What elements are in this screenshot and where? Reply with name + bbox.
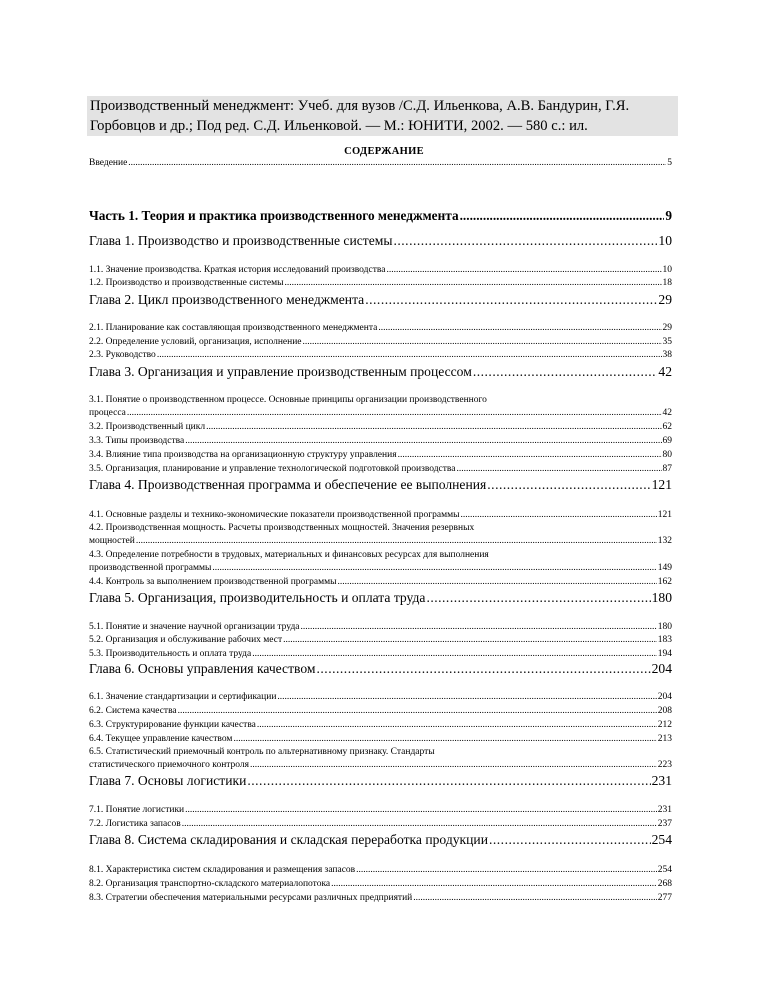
toc-section-4-4[interactable]: 4.4. Контроль за выполнением производственной программы ..... 162 (89, 576, 672, 588)
toc-chapter-5[interactable]: Глава 5. Организация, производительность и оплата труда ..... 180 (89, 589, 672, 606)
toc-section-4-1[interactable]: 4.1. Основные разделы и технико-экономические показатели производственной программы ..... 121 (89, 509, 672, 521)
toc-section-8-1[interactable]: 8.1. Характеристика систем складирования и размещения запасов ..... 254 (89, 864, 672, 876)
toc-section-4-2-cont[interactable]: мощностей ..... 132 (89, 535, 672, 547)
toc-section-2-3[interactable]: 2.3. Руководство ..... 38 (89, 349, 672, 361)
toc-section-6-2[interactable]: 6.2. Система качества ..... 208 (89, 705, 672, 717)
toc-section-1-1[interactable]: 1.1. Значение производства. Краткая история исследований производства ..... 10 (89, 264, 672, 276)
toc-chapter-8[interactable]: Глава 8. Система складирования и складская переработка продукции ..... 254 (89, 831, 672, 848)
toc-section-5-2[interactable]: 5.2. Организация и обслуживание рабочих мест ..... 183 (89, 634, 672, 646)
toc-section-5-3[interactable]: 5.3. Производительность и оплата труда ..... 194 (89, 648, 672, 660)
contents-heading: СОДЕРЖАНИЕ (344, 146, 424, 157)
toc-section-3-2[interactable]: 3.2. Производственный цикл ..... 62 (89, 421, 672, 433)
toc-chapter-3[interactable]: Глава 3. Организация и управление производственным процессом ..... 42 (89, 363, 672, 380)
toc-section-3-1[interactable]: 3.1. Понятие о производственном процессе. Основные принципы организации производственного (89, 395, 487, 405)
toc-section-3-3[interactable]: 3.3. Типы производства ..... 69 (89, 435, 672, 447)
toc-section-1-2[interactable]: 1.2. Производство и производственные системы ..... 18 (89, 277, 672, 289)
bibliographic-reference: Производственный менеджмент: Учеб. для вузов /С.Д. Ильенкова, А.В. Бандурин, Г.Я. Горбовцов и др.; Под ред. С.Д. Ильенковой. — М.: ЮНИТИ, 2002. — 580 с.: ил. (87, 96, 678, 136)
toc-section-2-1[interactable]: 2.1. Планирование как составляющая производственного менеджмента ..... 29 (89, 322, 672, 334)
toc-section-4-2[interactable]: 4.2. Производственная мощность. Расчеты производственных мощностей. Значения резервных (89, 523, 475, 533)
toc-section-4-3[interactable]: 4.3. Определение потребности в трудовых, материальных и финансовых ресурсах для выполнения (89, 550, 489, 560)
toc-section-8-3[interactable]: 8.3. Стратегии обеспечения материальными ресурсами различных предприятий ..... 277 (89, 892, 672, 904)
toc-section-6-5[interactable]: 6.5. Статистический приемочный контроль по альтернативному признаку. Стандарты (89, 747, 435, 757)
toc-section-3-4[interactable]: 3.4. Влияние типа производства на организационную структуру управления ..... 80 (89, 449, 672, 461)
toc-section-7-1[interactable]: 7.1. Понятие логистики ..... 231 (89, 804, 672, 816)
toc-section-4-3-cont[interactable]: производственной программы ..... 149 (89, 562, 672, 574)
toc-chapter-7[interactable]: Глава 7. Основы логистики ..... 231 (89, 772, 672, 789)
toc-section-6-3[interactable]: 6.3. Структурирование функции качества ..... 212 (89, 719, 672, 731)
toc-section-2-2[interactable]: 2.2. Определение условий, организация, исполнение ..... 35 (89, 336, 672, 348)
toc-section-6-1[interactable]: 6.1. Значение стандартизации и сертификации ..... 204 (89, 691, 672, 703)
toc-section-3-5[interactable]: 3.5. Организация, планирование и управление технологической подготовкой производства ..... 87 (89, 463, 672, 475)
toc-section-5-1[interactable]: 5.1. Понятие и значение научной организации труда ..... 180 (89, 621, 672, 633)
toc-section-8-2[interactable]: 8.2. Организация транспортно-складского материалопотока ..... 268 (89, 878, 672, 890)
toc-chapter-6[interactable]: Глава 6. Основы управления качеством ..... 204 (89, 660, 672, 677)
toc-section-6-5-cont[interactable]: статистического приемочного контроля ..... 223 (89, 759, 672, 771)
toc-section-6-4[interactable]: 6.4. Текущее управление качеством ..... 213 (89, 733, 672, 745)
toc-part-1[interactable]: Часть 1. Теория и практика производственного менеджмента ..... 9 (89, 207, 672, 224)
toc-section-3-1-cont[interactable]: процесса ..... 42 (89, 407, 672, 419)
toc-section-7-2[interactable]: 7.2. Логистика запасов ..... 237 (89, 818, 672, 830)
toc-intro[interactable]: Введение ..... 5 (89, 157, 672, 169)
toc-chapter-4[interactable]: Глава 4. Производственная программа и обеспечение ее выполнения ..... 121 (89, 476, 672, 493)
toc-chapter-2[interactable]: Глава 2. Цикл производственного менеджмента ..... 29 (89, 291, 672, 308)
toc-chapter-1[interactable]: Глава 1. Производство и производственные системы ..... 10 (89, 232, 672, 249)
